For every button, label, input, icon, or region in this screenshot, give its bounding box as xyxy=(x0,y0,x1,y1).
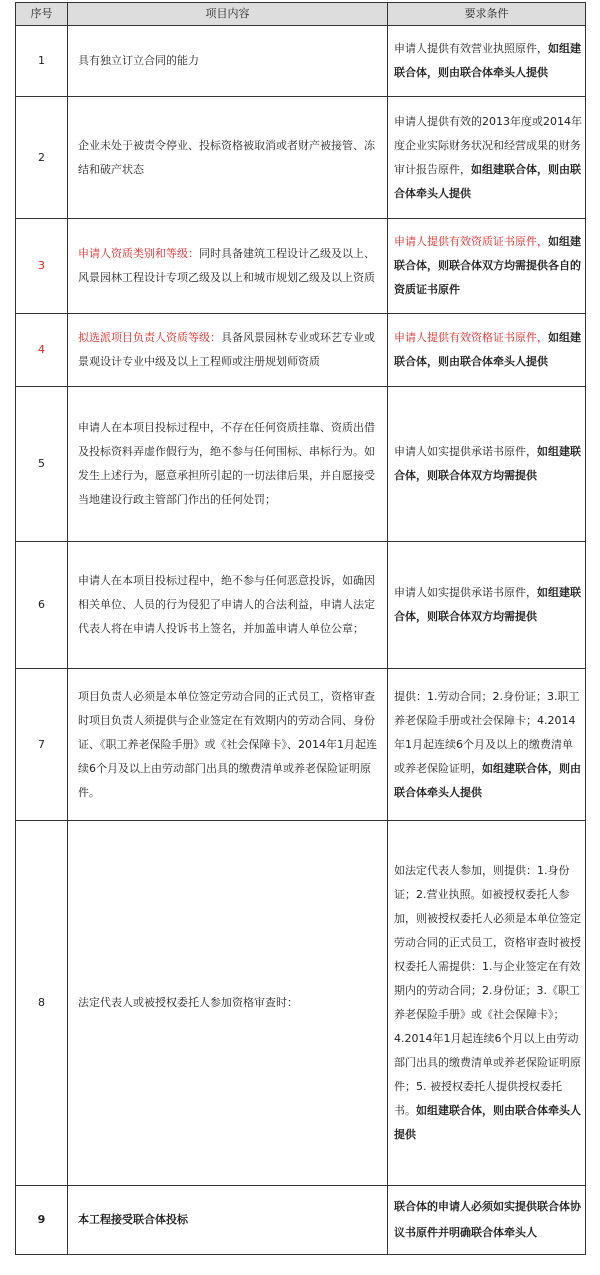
requirement-cell xyxy=(388,542,586,669)
requirement-bold-text: 如组建联合体，则由联合体牵头人提供 xyxy=(394,162,581,200)
item-content: 项目负责人必须是本单位签定劳动合同的正式员工，资格审查时项目负责人须提供与企业签定在有效期内的劳动合同、身份证、《职工养老保险手册》或《社会保障卡》、2014年1月起连续6个月及以上由劳动部门出具的缴费清单或养老保险证明原件。 xyxy=(68,669,388,821)
requirement-text: 提供：1.劳动合同；2.身份证；3.职工养老保险手册或社会保障卡；4.2014年1月起连续6个月及以上的缴费清单或养老保险证明， xyxy=(394,689,580,775)
requirement-text: 申请人如实提供承诺书原件， xyxy=(394,586,537,599)
item-content: 具有独立订立合同的能力 xyxy=(68,26,388,97)
requirement-text: 申请人提供有效的2013年度或2014年度企业实际财务状况和经营成果的财务审计报告原件， xyxy=(394,114,582,176)
table-row xyxy=(16,97,586,219)
row-number: 8 xyxy=(16,821,68,1186)
row-number: 6 xyxy=(16,542,68,669)
requirement-bold-text: 如组建联合体，则由联合体牵头人提供 xyxy=(394,761,581,799)
item-content: 本工程接受联合体投标 xyxy=(68,1186,388,1255)
row-number: 3 xyxy=(16,219,68,314)
item-content: 申请人在本项目投标过程中，绝不参与任何恶意投诉，如确因相关单位、人员的行为侵犯了申请人的合法利益，申请人法定代表人将在申请人投诉书上签名，并加盖申请人单位公章； xyxy=(68,542,388,669)
requirement-cell xyxy=(388,26,586,97)
requirement-bold-text: 如组建联合体，则由联合体牵头人提供 xyxy=(394,1104,581,1141)
table-row xyxy=(16,26,586,97)
row-number: 5 xyxy=(16,387,68,542)
requirement-highlight-text: 申请人提供有效资格证书原件， xyxy=(394,331,548,344)
table-row xyxy=(16,669,586,821)
item-content: 企业未处于被责令停业、投标资格被取消或者财产被接管、冻结和破产状态 xyxy=(68,97,388,219)
item-text: 同时具备建筑工程设计乙级及以上、风景园林工程设计专项乙级及以上和城市规划乙级及以上资质 xyxy=(78,247,375,284)
row-number: 1 xyxy=(16,26,68,97)
requirement-bold-text: 如组建联合体，则由联合体牵头人提供 xyxy=(394,331,581,368)
header-item: 项目内容 xyxy=(68,3,388,26)
requirement-text: 如法定代表人参加，则提供：1.身份证；2.营业执照。如被授权委托人参加，则被授权委托人必须是本单位签定劳动合同的正式员工，资格审查时被授权委托人需提供：1.与企业签定在有效期内的劳动合同；2.身份证；3.《职工养老保险手册》或《社会保障卡》；4.2014年1月起连续6个月以上由劳动部门出具的缴费清单或养老保险证明原件；5. 被授权委托人提供授权委托书。 xyxy=(394,864,581,1117)
row-number: 7 xyxy=(16,669,68,821)
table-header-row xyxy=(16,3,586,26)
item-highlight-label: 拟选派项目负责人资质等级： xyxy=(78,331,221,344)
requirement-cell xyxy=(388,821,586,1186)
row-number: 9 xyxy=(16,1186,68,1255)
table-row xyxy=(16,387,586,542)
requirement-bold-text: 如组建联合体，则由联合体牵头人提供 xyxy=(394,42,581,79)
requirement-cell xyxy=(388,219,586,314)
requirement-cell: 联合体的申请人必须如实提供联合体协议书原件并明确联合体牵头人 xyxy=(388,1186,586,1255)
requirement-cell xyxy=(388,669,586,821)
item-text: 具备风景园林专业或环艺专业或景观设计专业中级及以上工程师或注册规划师资质 xyxy=(78,331,375,368)
requirement-text: 申请人如实提供承诺书原件， xyxy=(394,445,537,458)
requirement-bold-text: 如组建联合体，则联合体双方均需提供 xyxy=(394,445,581,482)
requirement-cell xyxy=(388,314,586,387)
requirement-text: 申请人提供有效营业执照原件， xyxy=(394,42,548,55)
row-number: 2 xyxy=(16,97,68,219)
table-row xyxy=(16,542,586,669)
table-row xyxy=(16,314,586,387)
requirement-bold-text: 如组建联合体，则联合体双方均需提供 xyxy=(394,586,581,623)
table-row xyxy=(16,821,586,1186)
item-content: 法定代表人或被授权委托人参加资格审查时： xyxy=(68,821,388,1186)
requirements-table xyxy=(15,2,586,1255)
requirement-highlight-text: 申请人提供有效资质证书原件， xyxy=(394,235,548,248)
item-content xyxy=(68,219,388,314)
row-number: 4 xyxy=(16,314,68,387)
table-row xyxy=(16,219,586,314)
table-row xyxy=(16,1186,586,1255)
header-requirement: 要求条件 xyxy=(388,3,586,26)
header-no: 序号 xyxy=(16,3,68,26)
item-highlight-label: 申请人资质类别和等级： xyxy=(78,247,199,260)
item-content: 申请人在本项目投标过程中，不存在任何资质挂靠、资质出借及投标资料弄虚作假行为，绝不参与任何围标、串标行为。如发生上述行为，愿意承担所引起的一切法律后果，并自愿接受当地建设行政主管部门作出的任何处罚； xyxy=(68,387,388,542)
requirement-cell xyxy=(388,97,586,219)
item-content xyxy=(68,314,388,387)
requirement-bold-text: 如组建联合体，则联合体双方均需提供各自的资质证书原件 xyxy=(394,235,581,296)
requirement-cell xyxy=(388,387,586,542)
